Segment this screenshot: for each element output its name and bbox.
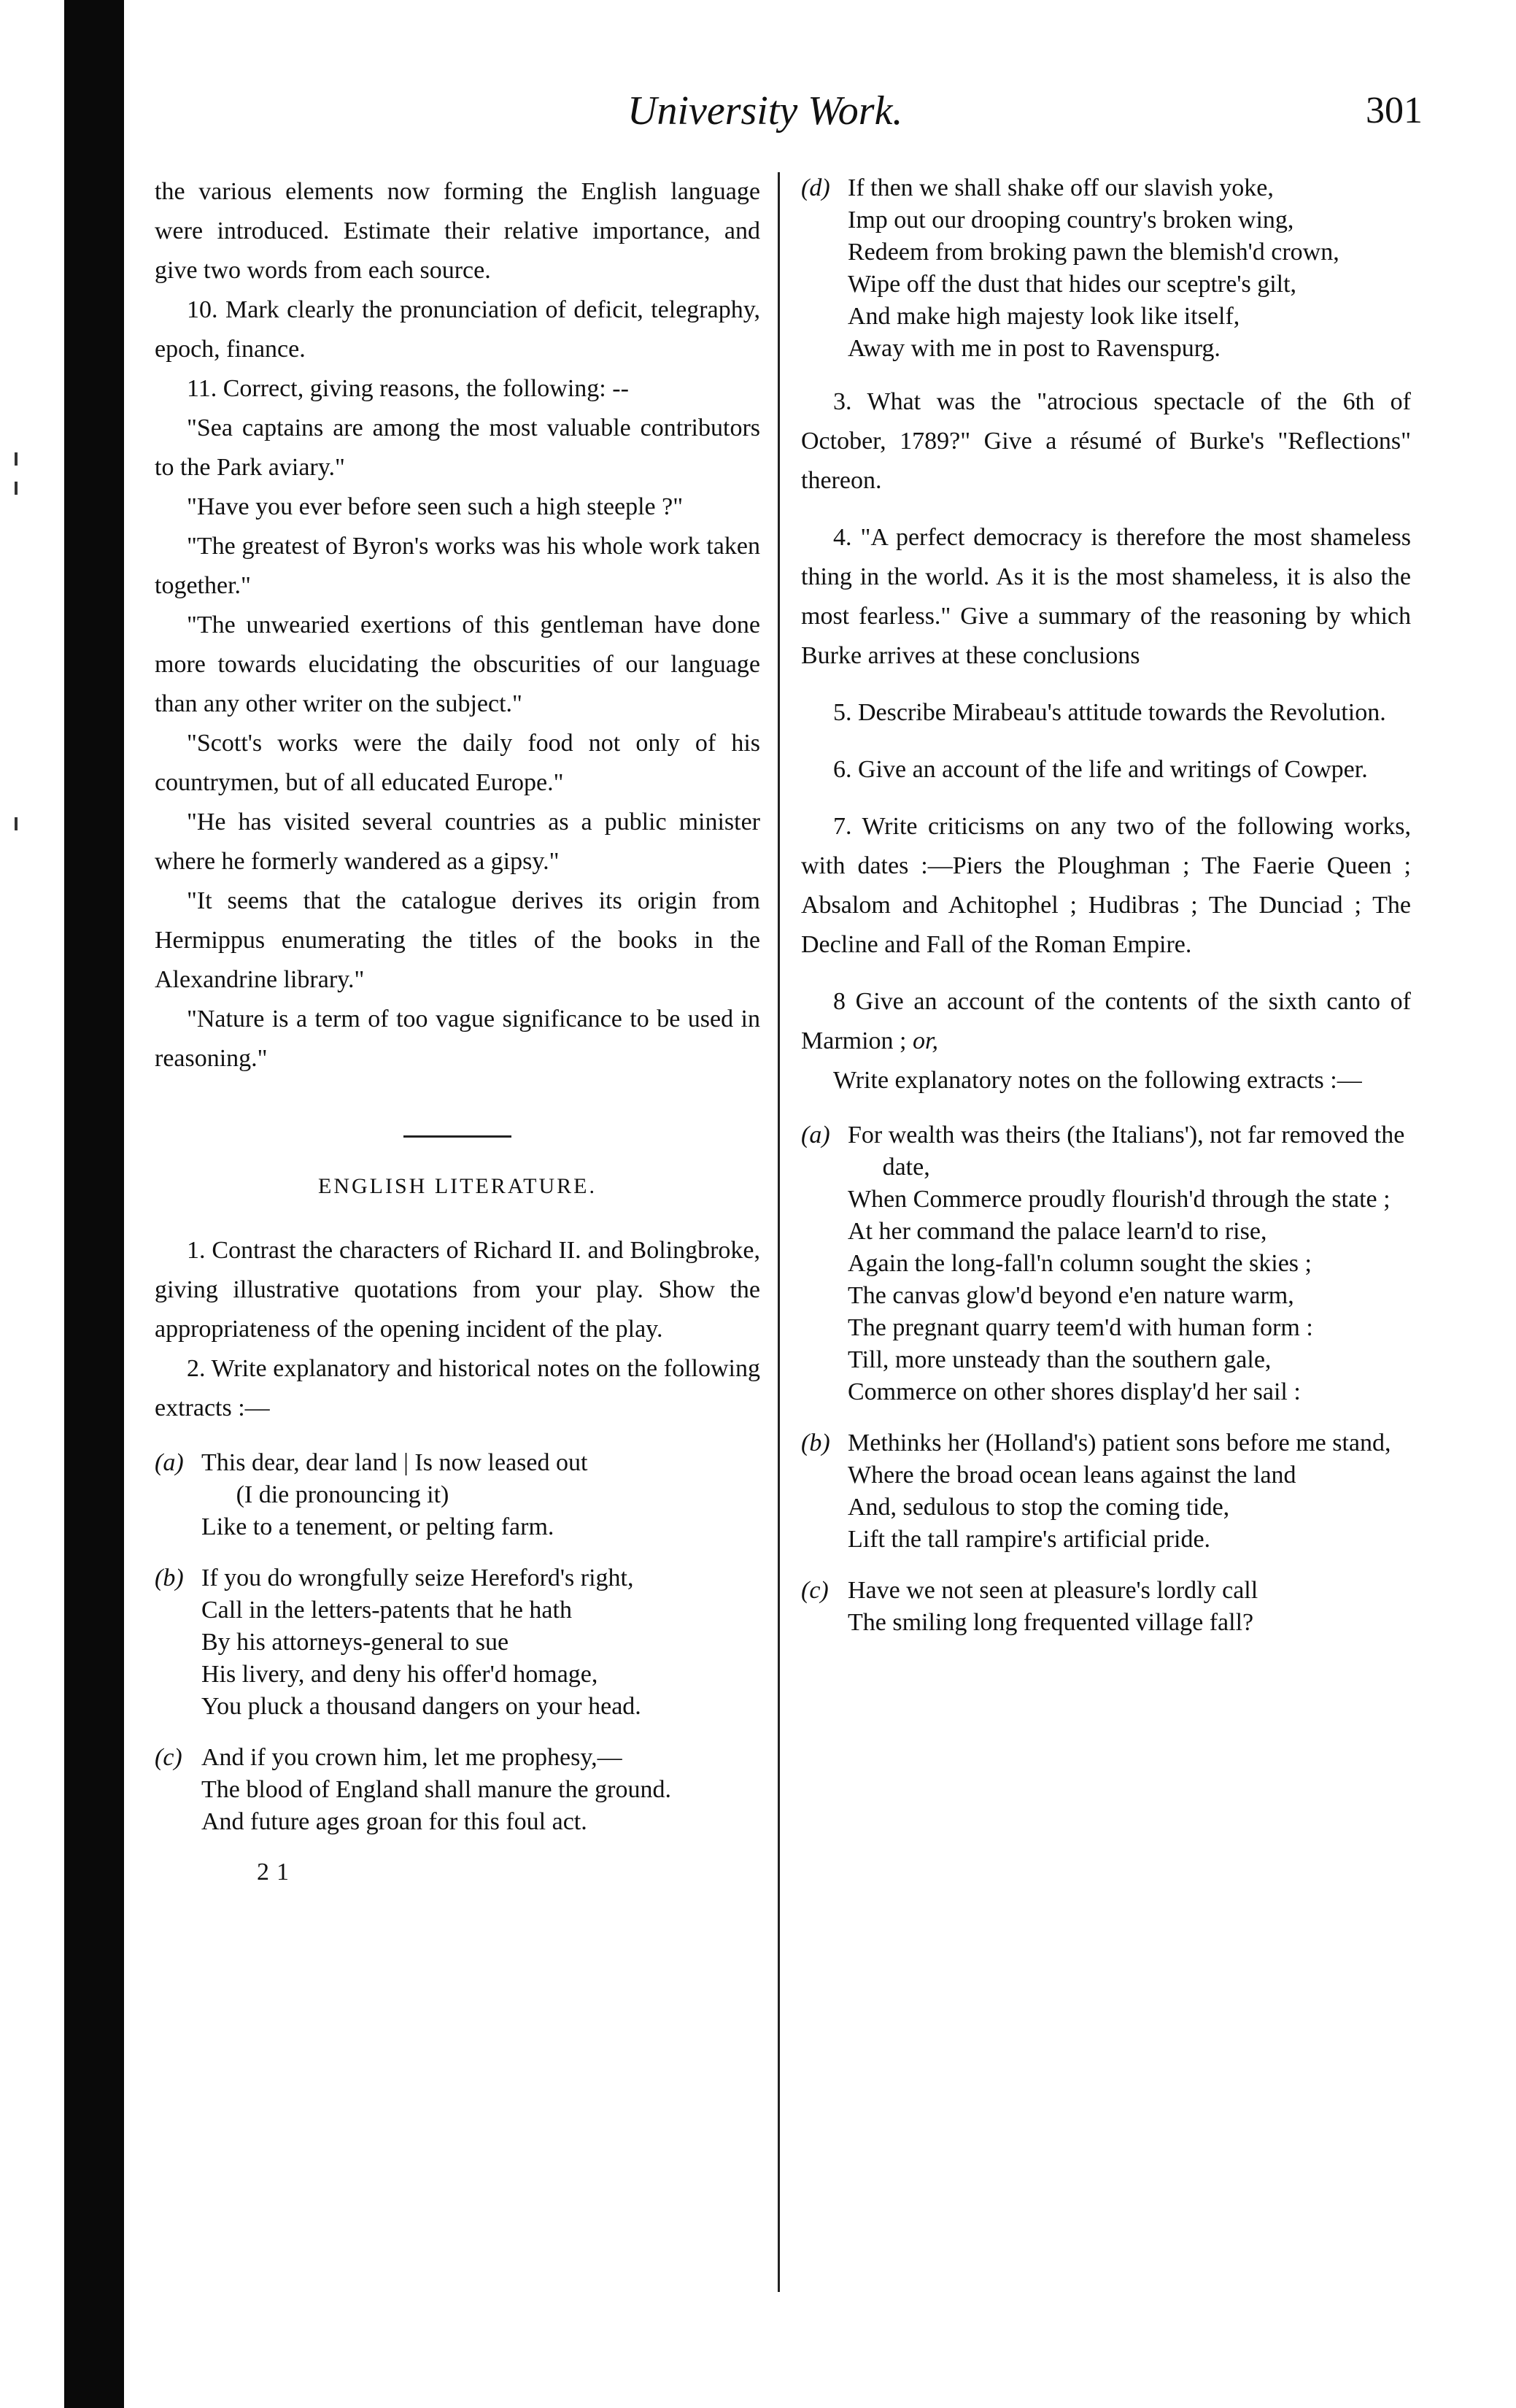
verse-line: And future ages groan for this foul act. — [201, 1808, 587, 1835]
quote-sentence: "Nature is a term of too vague significance to be used in reasoning." — [155, 1006, 760, 1072]
verse-line: His livery, and deny his offer'd homage, — [201, 1661, 598, 1688]
verse-line: And make high majesty look like itself, — [848, 303, 1240, 330]
question-7: 7. Write criticisms on any two of the following works, with dates :—Piers the Ploughman ; The Faerie Queen ; Absalom and Achitophel ; Hudibras ; The Dunciad ; The Decline and Fall of the Roman Empire. — [801, 813, 1411, 958]
extract-label: (a) — [801, 1122, 830, 1149]
running-title: University Work. — [627, 88, 903, 134]
right-column — [801, 172, 1411, 1639]
verse-line: Where the broad ocean leans against the land — [848, 1462, 1296, 1489]
verse-line: Wipe off the dust that hides our sceptre's gilt, — [848, 271, 1297, 298]
question-8-or: or, — [912, 1027, 938, 1054]
scan-mark — [15, 817, 18, 830]
extract-c — [801, 1575, 1411, 1639]
quote-sentence: "It seems that the catalogue derives its origin from Hermippus enumerating the titles of the books in the Alexandrine library." — [155, 887, 760, 993]
verse-line: Like to a tenement, or pelting farm. — [201, 1513, 554, 1540]
verse-line: Call in the letters-patents that he hath — [201, 1597, 572, 1624]
page-number: 301 — [1366, 90, 1423, 131]
quote-sentence: "He has visited several countries as a public minister where he formerly wandered as a gipsy." — [155, 809, 760, 875]
question-10: 10. Mark clearly the pronunciation of deficit, telegraphy, epoch, finance. — [155, 296, 760, 363]
intro-paragraph: the various elements now forming the English language were introduced. Estimate their relative importance, and give two words from each source. — [155, 178, 760, 284]
question-8 — [801, 982, 1411, 1061]
quote-sentence: "The greatest of Byron's works was his whole work taken together." — [155, 533, 760, 599]
scan-mark — [15, 452, 18, 466]
question-3: 3. What was the "atrocious spectacle of the 6th of October, 1789?" Give a résumé of Burke's "Reflections" thereon. — [801, 388, 1411, 494]
verse-line: The pregnant quarry teem'd with human form : — [848, 1314, 1313, 1341]
extract-label: (a) — [155, 1449, 184, 1476]
verse-line: Away with me in post to Ravenspurg. — [848, 335, 1221, 362]
section-rule — [403, 1135, 511, 1138]
verse-line: Commerce on other shores display'd her sail : — [848, 1378, 1301, 1405]
quote-sentence: "Scott's works were the daily food not only of his countrymen, but of all educated Europe." — [155, 730, 760, 796]
verse-line: Imp out our drooping country's broken wing, — [848, 207, 1294, 234]
section-heading: ENGLISH LITERATURE. — [318, 1174, 597, 1198]
verse-line: If you do wrongfully seize Hereford's right, — [201, 1564, 634, 1591]
verse-line: At her command the palace learn'd to rise, — [848, 1218, 1267, 1245]
verse-line: You pluck a thousand dangers on your head. — [201, 1693, 641, 1720]
question-1: 1. Contrast the characters of Richard II. and Bolingbroke, giving illustrative quotations from your play. Show the appropriateness of the opening incident of the play. — [155, 1237, 760, 1343]
extract-label: (c) — [155, 1744, 182, 1771]
verse-line: And if you crown him, let me prophesy,— — [201, 1744, 622, 1771]
question-8-text: 8 Give an account of the contents of the sixth canto of Marmion ; — [801, 988, 1411, 1054]
question-5: 5. Describe Mirabeau's attitude towards the Revolution. — [833, 699, 1386, 726]
verse-line: Till, more unsteady than the southern gale, — [848, 1346, 1272, 1373]
scan-mark — [15, 482, 18, 495]
question-8-alternative: Write explanatory notes on the following extracts :— — [833, 1067, 1362, 1094]
question-4: 4. "A perfect democracy is therefore the most shameless thing in the world. As it is the most shameless, it is also the most fearless." Give a summary of the reasoning by which Burke arrives at these conclusions — [801, 524, 1411, 669]
extract-label: (b) — [155, 1564, 184, 1591]
quote-sentence: "Sea captains are among the most valuable contributors to the Park aviary." — [155, 414, 760, 481]
question-6: 6. Give an account of the life and writings of Cowper. — [833, 756, 1368, 783]
quote-sentence: "Have you ever before seen such a high steeple ?" — [187, 493, 684, 520]
verse-line: (I die pronouncing it) — [236, 1481, 449, 1508]
verse-line: The blood of England shall manure the ground. — [201, 1776, 671, 1803]
extract-label: (d) — [801, 174, 830, 201]
verse-line: Methinks her (Holland's) patient sons before me stand, — [848, 1429, 1391, 1456]
left-column — [155, 172, 760, 1892]
extract-c — [155, 1742, 760, 1838]
verse-line: Lift the tall rampire's artificial pride. — [848, 1526, 1211, 1553]
question-11: 11. Correct, giving reasons, the following: -- — [187, 375, 629, 402]
verse-line: Redeem from broking pawn the blemish'd crown, — [848, 239, 1339, 266]
verse-line: By his attorneys-general to sue — [201, 1629, 509, 1656]
extract-d — [801, 172, 1411, 365]
verse-line: And, sedulous to stop the coming tide, — [848, 1494, 1230, 1521]
verse-line: For wealth was theirs (the Italians'), not far removed the date, — [848, 1122, 1405, 1181]
scan-edge-bar — [64, 0, 124, 2408]
extract-label: (c) — [801, 1577, 829, 1604]
verse-line: The smiling long frequented village fall? — [848, 1609, 1254, 1636]
verse-line: This dear, dear land | Is now leased out — [201, 1449, 588, 1476]
extract-b — [155, 1562, 760, 1723]
page-header — [146, 88, 1423, 146]
verse-line: When Commerce proudly flourish'd through the state ; — [848, 1186, 1391, 1213]
extract-a — [155, 1447, 760, 1543]
signature-mark: 21 — [257, 1859, 296, 1886]
column-divider — [778, 172, 780, 2292]
extract-a — [801, 1119, 1411, 1408]
verse-line: If then we shall shake off our slavish yoke, — [848, 174, 1274, 201]
verse-line: Have we not seen at pleasure's lordly call — [848, 1577, 1258, 1604]
verse-line: Again the long-fall'n column sought the skies ; — [848, 1250, 1312, 1277]
question-2: 2. Write explanatory and historical notes on the following extracts :— — [155, 1355, 760, 1421]
extract-label: (b) — [801, 1429, 830, 1456]
extract-b — [801, 1427, 1411, 1556]
quote-sentence: "The unwearied exertions of this gentleman have done more towards elucidating the obscurities of our language than any other writer on the subject." — [155, 611, 760, 717]
verse-line: The canvas glow'd beyond e'en nature warm, — [848, 1282, 1294, 1309]
